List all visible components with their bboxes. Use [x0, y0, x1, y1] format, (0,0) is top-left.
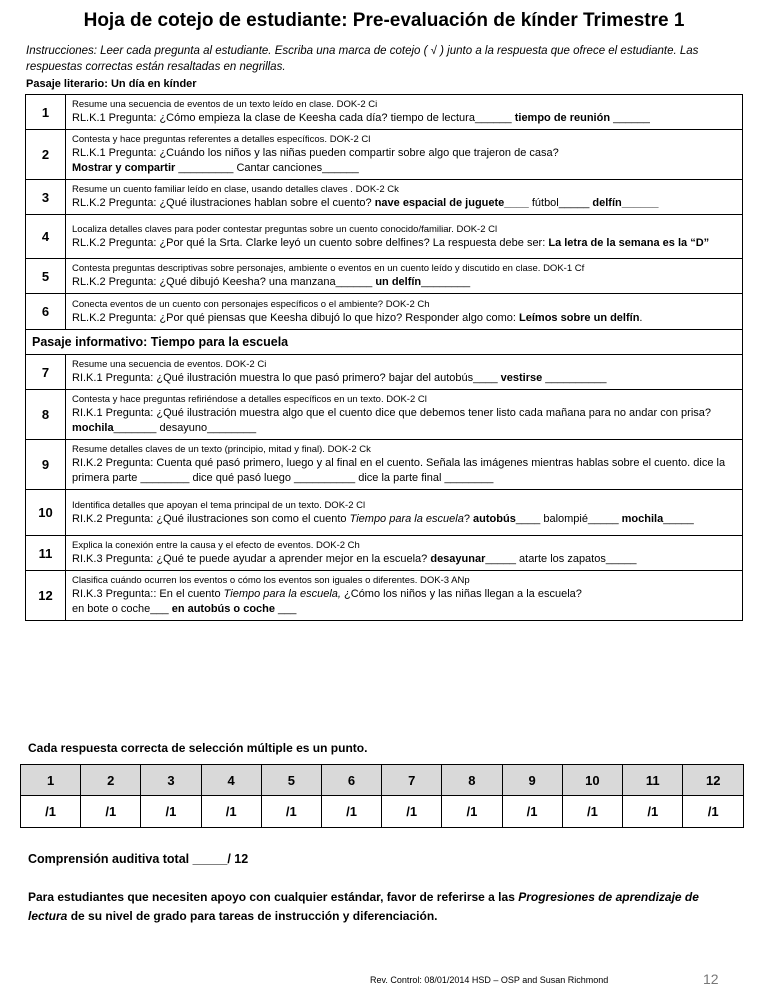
score-header-cell: 11 [623, 765, 683, 796]
correct-answer: nave espacial de juguete____ [374, 197, 529, 209]
score-value-cell: /1 [683, 796, 744, 828]
question-row [26, 355, 743, 390]
question-number: 8 [26, 390, 66, 440]
answer-option: ____ balompié_____ [515, 512, 622, 525]
correct-answer: un delfín [375, 276, 422, 288]
answer-blank: _____ [663, 512, 694, 525]
page-number: 12 [703, 971, 719, 987]
question-number: 12 [26, 571, 66, 621]
standard-text: Localiza detalles claves para poder contestar preguntas sobre un cuento conocido/familiar. DOK-2 Cl [72, 223, 498, 235]
standard-text: Resume detalles claves de un texto (principio, mitad y final). DOK-2 Ck [72, 444, 371, 455]
score-header-cell: 6 [321, 765, 381, 796]
question-text [72, 146, 736, 176]
question-text [72, 371, 736, 386]
score-header-cell: 4 [201, 765, 261, 796]
question-number: 3 [26, 180, 66, 215]
score-value-cell: /1 [502, 796, 562, 828]
question-number: 5 [26, 259, 66, 294]
section-literary-passage: Pasaje literario: Un día en kínder [26, 78, 197, 90]
question-content [66, 536, 743, 571]
score-header-cell: 7 [382, 765, 442, 796]
question-number: 7 [26, 355, 66, 390]
story-title: Tiempo para la escuela [349, 512, 464, 525]
correct-answer: mochila [621, 512, 664, 525]
correct-answer: Mostrar y compartir [72, 162, 176, 174]
question-content [66, 180, 743, 215]
correct-answer: tiempo de reunión [514, 112, 611, 124]
correct-answer: mochila [72, 422, 114, 434]
question-prompt: RI.K.3 Pregunta:: En el cuento [72, 588, 224, 600]
correct-answer: delfín______ [592, 197, 659, 209]
correct-answer: desayunar [430, 553, 486, 565]
answer-option: en bote o coche___ [72, 603, 172, 615]
question-number: 1 [26, 95, 66, 130]
question-number: 6 [26, 294, 66, 330]
standard-text: Conecta eventos de un cuento con personajes específicos o el ambiente? DOK-2 Ch [72, 298, 430, 310]
question-text [72, 196, 736, 211]
score-header-cell: 9 [502, 765, 562, 796]
score-header-cell: 3 [141, 765, 201, 796]
question-row [26, 215, 743, 259]
support-note-title: Progresiones de aprendizaje de lectura [28, 890, 699, 923]
score-value-cell: /1 [442, 796, 502, 828]
score-header-cell: 12 [683, 765, 744, 796]
question-text [72, 552, 736, 567]
score-value-cell: /1 [382, 796, 442, 828]
question-row [26, 490, 743, 536]
score-header-cell: 5 [261, 765, 321, 796]
correct-answer: Leímos sobre un delfín [519, 311, 640, 324]
score-value-cell: /1 [261, 796, 321, 828]
question-prompt: RL.K.1 Pregunta: ¿Cuándo los niños y las niñas pueden compartir sobre algo que trajeron de casa? [72, 147, 559, 159]
questions-table [25, 94, 743, 621]
score-value-cell: /1 [562, 796, 622, 828]
standard-text: Explica la conexión entre la causa y el efecto de eventos. DOK-2 Ch [72, 540, 360, 551]
score-value-cell: /1 [623, 796, 683, 828]
question-row [26, 180, 743, 215]
standard-text: Identifica detalles que apoyan el tema principal de un texto. DOK-2 Cl [72, 499, 366, 511]
standard-text: Contesta y hace preguntas refiriéndose a detalles específicos en un texto. DOK-2 Cl [72, 394, 427, 405]
score-table [20, 764, 744, 828]
question-text [72, 275, 736, 290]
question-row [26, 95, 743, 130]
correct-answer: en autobús o coche [171, 603, 275, 615]
question-prompt: RL.K.2 Pregunta: ¿Qué ilustraciones hablan sobre el cuento? [72, 197, 375, 209]
question-content [66, 390, 743, 440]
question-content [66, 490, 743, 536]
question-number: 11 [26, 536, 66, 571]
question-text [72, 111, 736, 126]
question-content [66, 215, 743, 259]
question-row [26, 440, 743, 490]
score-header-cell: 8 [442, 765, 502, 796]
question-text [72, 456, 736, 486]
question-row [26, 390, 743, 440]
question-text [72, 587, 736, 617]
standard-text: Resume una secuencia de eventos. DOK-2 Ci [72, 359, 267, 370]
score-value-cell: /1 [201, 796, 261, 828]
score-value-cell: /1 [81, 796, 141, 828]
answer-option: . [639, 311, 643, 324]
question-prompt: RI.K.3 Pregunta: ¿Qué te puede ayudar a aprender mejor en la escuela? [72, 553, 431, 565]
standard-text: Contesta y hace preguntas referentes a detalles específicos. DOK-2 Cl [72, 134, 371, 145]
score-header-cell: 2 [81, 765, 141, 796]
question-prompt: RI.K.1 Pregunta: ¿Qué ilustración muestra lo que pasó primero? bajar del autobús____ [72, 372, 501, 384]
standard-text: Resume una secuencia de eventos de un texto leído en clase. DOK-2 Ci [72, 99, 378, 110]
question-content [66, 355, 743, 390]
question-text [72, 512, 736, 527]
answer-blank: ___ [275, 603, 297, 615]
question-number: 9 [26, 440, 66, 490]
question-row [26, 571, 743, 621]
question-prompt: RL.K.1 Pregunta: ¿Cómo empieza la clase de Keesha cada día? tiempo de lectura______ [72, 112, 515, 124]
footer: Rev. Control: 08/01/2014 HSD – OSP and Susan Richmond [370, 975, 609, 985]
support-note [28, 888, 740, 926]
question-prompt: RI.K.2 Pregunta: ¿Qué ilustraciones son como el cuento [72, 512, 350, 525]
question-prompt-end: ? [463, 512, 474, 525]
question-content [66, 440, 743, 490]
question-text [72, 406, 736, 436]
correct-answer: autobús [473, 512, 516, 525]
score-value-cell: /1 [21, 796, 81, 828]
support-note-text-end: de su nivel de grado para tareas de instrucción y diferenciación. [67, 909, 438, 923]
score-header-cell: 1 [21, 765, 81, 796]
score-header-cell: 10 [562, 765, 622, 796]
question-prompt-end: ¿Cómo los niños y las niñas llegan a la escuela? [340, 588, 582, 600]
question-prompt: RI.K.1 Pregunta: ¿Qué ilustración muestra algo que el cuento dice que debemos tener listo cada mañana para no andar con prisa? [72, 407, 711, 419]
question-row [26, 294, 743, 330]
score-value-cell: /1 [141, 796, 201, 828]
answer-option: _______ desayuno________ [113, 422, 257, 434]
question-prompt: RL.K.2 Pregunta: ¿Por qué la Srta. Clarke leyó un cuento sobre delfines? La respuesta debe ser: [72, 236, 549, 249]
question-prompt: RL.K.2 Pregunta: ¿Qué dibujó Keesha? una manzana______ [72, 276, 376, 288]
question-row [26, 259, 743, 294]
question-content [66, 130, 743, 180]
question-number: 4 [26, 215, 66, 259]
score-value-cell: /1 [321, 796, 381, 828]
answer-option: fútbol_____ [528, 197, 593, 209]
answer-option: ________ [421, 276, 471, 288]
story-title: Tiempo para la escuela, [223, 588, 341, 600]
standard-text: Clasifica cuándo ocurren los eventos o cómo los eventos son iguales o diferentes. DOK-3 ANp [72, 575, 470, 586]
answer-option: _____ atarte los zapatos_____ [485, 553, 637, 565]
question-content [66, 259, 743, 294]
question-number: 10 [26, 490, 66, 536]
standard-text: Contesta preguntas descriptivas sobre personajes, ambiente o eventos en un cuento leído y discutido en clase. DOK-1 Cf [72, 263, 585, 274]
question-number: 2 [26, 130, 66, 180]
question-content [66, 571, 743, 621]
question-prompt: RL.K.2 Pregunta: ¿Por qué piensas que Keesha dibujó lo que hizo? Responder algo como: [72, 311, 520, 324]
section-informative-passage: Pasaje informativo: Tiempo para la escuela [26, 330, 743, 355]
question-text [72, 236, 736, 251]
question-row [26, 130, 743, 180]
answer-option: ______ [610, 112, 650, 124]
correct-answer: vestirse [500, 372, 543, 384]
question-text [72, 311, 736, 326]
question-content [66, 95, 743, 130]
question-prompt: RI.K.2 Pregunta: Cuenta qué pasó primero, luego y al final en el cuento. Señala las imágenes mientras hablas sobre el cuento. dice la primera parte ________ dice qué pasó luego __________ dice la parte final ________ [72, 457, 726, 484]
answer-option: __________ [542, 372, 607, 384]
total-score: Comprensión auditiva total _____/ 12 [28, 852, 249, 866]
support-note-text: Para estudiantes que necesiten apoyo con cualquier estándar, favor de referirse a las [28, 890, 519, 904]
standard-text: Resume un cuento familiar leído en clase, usando detalles claves . DOK-2 Ck [72, 184, 399, 195]
question-row [26, 536, 743, 571]
page-title: Hoja de cotejo de estudiante: Pre-evaluación de kínder Trimestre 1 [83, 10, 685, 31]
score-note: Cada respuesta correcta de selección múltiple es un punto. [28, 741, 368, 755]
correct-answer: La letra de la semana es la “D” [548, 236, 710, 249]
question-content [66, 294, 743, 330]
instructions: Instrucciones: Leer cada pregunta al estudiante. Escriba una marca de cotejo ( √ ) junto a la respuesta que ofrece el estudiante. Las respuestas correctas están resaltadas en negrillas. [26, 45, 699, 73]
answer-option: _________ Cantar canciones______ [175, 162, 359, 174]
